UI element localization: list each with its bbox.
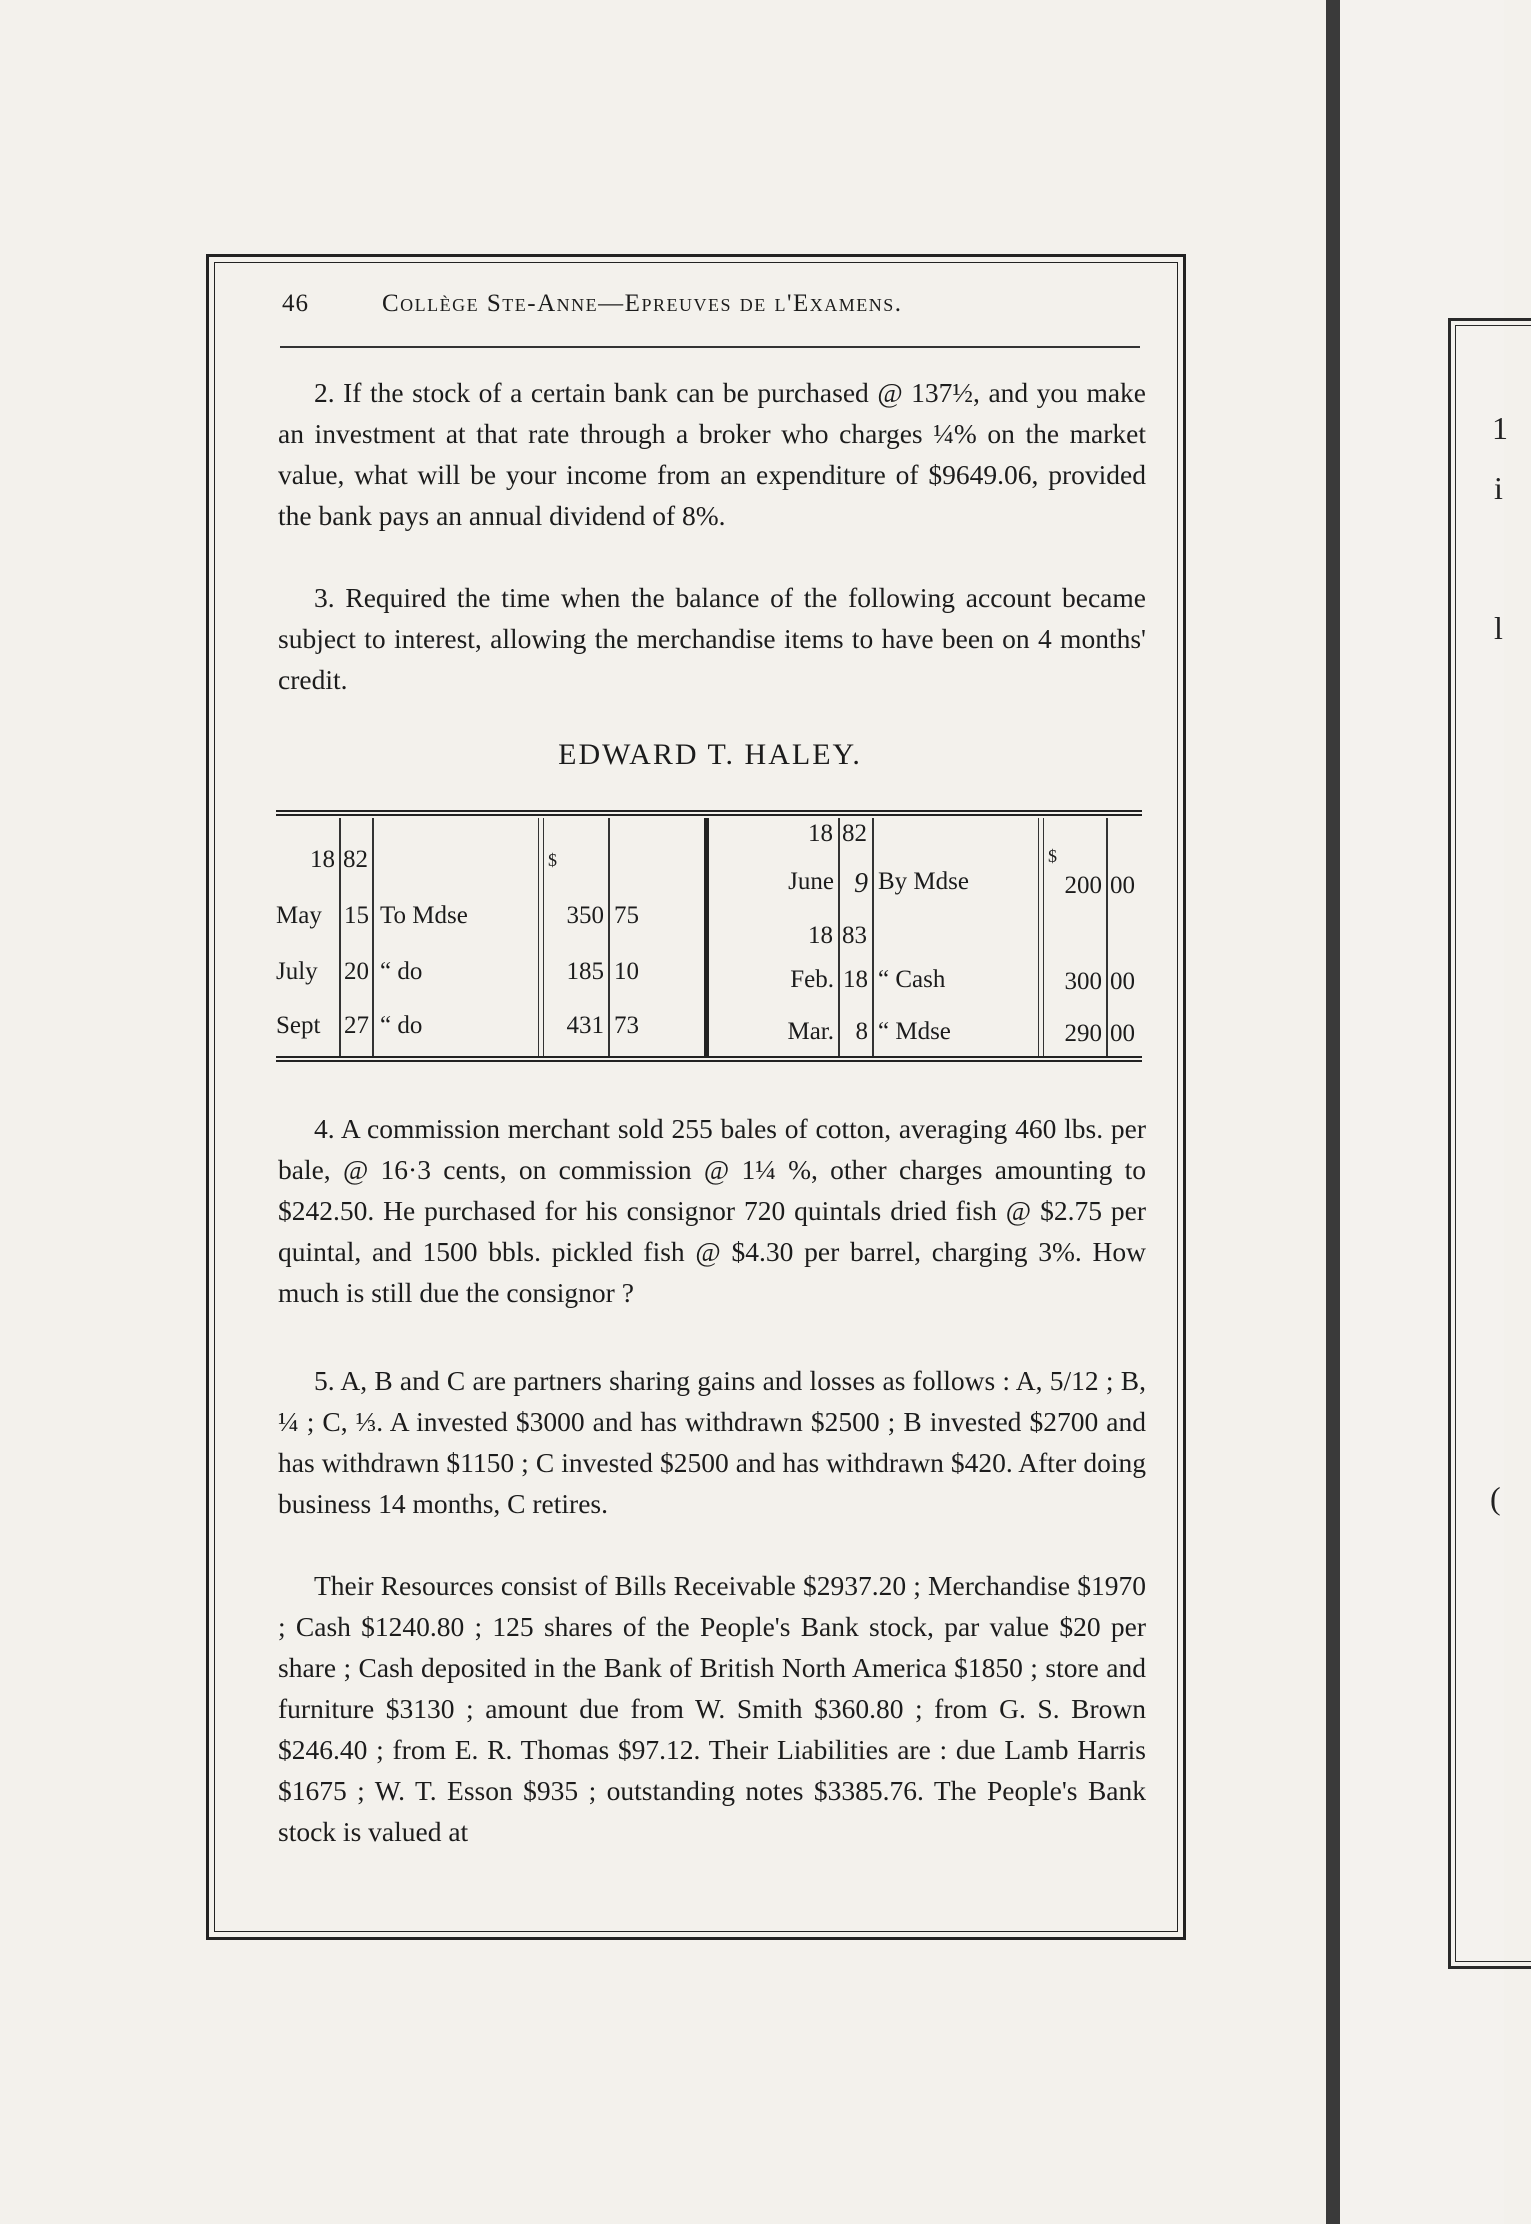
ledger-item: “ Mdse [878, 1018, 951, 1045]
ledger-currency: $ [548, 850, 557, 870]
ledger-day: 9 [854, 868, 868, 899]
ledger-rule [372, 818, 374, 1056]
ledger-dollars: 350 [566, 902, 604, 929]
ledger-cents: 75 [614, 902, 639, 929]
ledger-cents: 10 [614, 958, 639, 985]
ledger-year: 82 [343, 846, 368, 873]
ledger-bottom-rule [276, 1056, 1142, 1062]
ledger-year: 18 [808, 922, 833, 949]
running-title: Collège Ste-Anne—Epreuves de l'Examens. [382, 290, 903, 317]
ledger-month: Sept [276, 1012, 321, 1039]
ledger-dollars: 290 [1064, 1020, 1102, 1047]
ledger-day: 15 [344, 902, 369, 929]
ledger-title: EDWARD T. HALEY. [558, 738, 862, 771]
ledger-month: May [276, 902, 322, 929]
ledger-rule [1106, 818, 1108, 1056]
ledger-account [276, 810, 1142, 1066]
ledger-cents: 73 [614, 1012, 639, 1039]
ledger-month: June [788, 868, 834, 895]
problem-4: 4. A commission merchant sold 255 bales of cotton, averaging 460 lbs. per bale, @ 16·3 cents, on commission @ 1¼ %, other charges amounting to $242.50. He purchased for his consignor 720 quintals dried fish @ $2.75 per quintal, and 1500 bbls. pickled fish @ $4.30 per barrel, charging 3%. How much is still due the consignor ? [278, 1113, 1146, 1308]
facing-page-fragment: i [1494, 470, 1503, 506]
ledger-item: “ do [380, 958, 423, 985]
ledger-cents: 00 [1110, 872, 1135, 899]
ledger-rule [538, 818, 544, 1056]
ledger-year: 18 [808, 820, 833, 847]
facing-page-fragment: 1 [1492, 410, 1508, 446]
ledger-day: 8 [855, 1018, 868, 1045]
ledger-center-rule [704, 818, 709, 1056]
running-header [282, 290, 1152, 330]
ledger-day: 20 [344, 958, 369, 985]
ledger-cents: 00 [1110, 1020, 1135, 1047]
ledger-dollars: 200 [1064, 872, 1102, 899]
ledger-item: To Mdse [380, 902, 468, 929]
facing-page-fragment: ( [1490, 1480, 1501, 1516]
facing-page-fragment: l [1494, 610, 1503, 646]
header-rule [280, 346, 1140, 348]
ledger-rule [1038, 818, 1044, 1056]
ledger-cents: 00 [1110, 968, 1135, 995]
ledger-currency: $ [1048, 846, 1057, 866]
problem-5-resources: Their Resources consist of Bills Receivable $2937.20 ; Merchandise $1970 ; Cash $1240.80 ; 125 shares of the People's Bank stock, par value $20 per share ; Cash deposited in the Bank of British North America $1850 ; store and furniture $3130 ; amount due from W. Smith $360.80 ; from G. S. Brown $246.40 ; from E. R. Thomas $97.12. Their Liabilities are : due Lamb Harris $1675 ; W. T. Esson $935 ; outstanding notes $3385.76. The People's Bank stock is valued at [278, 1570, 1146, 1847]
problem-5: 5. A, B and C are partners sharing gains and losses as follows : A, 5/12 ; B, ¼ ; C, ⅓. A invested $3000 and has withdrawn $2500 ; B invested $2700 and has withdrawn $1150 ; C invested $2500 and has withdrawn $420. After doing business 14 months, C retires. [278, 1365, 1146, 1519]
ledger-dollars: 185 [566, 958, 604, 985]
ledger-dollars: 431 [566, 1012, 604, 1039]
ledger-month: July [276, 958, 318, 985]
ledger-top-rule [276, 810, 1142, 816]
ledger-day: 27 [344, 1012, 369, 1039]
ledger-item: “ Cash [878, 966, 946, 993]
ledger-month: Mar. [787, 1018, 834, 1045]
ledger-month: Feb. [790, 966, 834, 993]
ledger-year: 18 [310, 846, 335, 873]
ledger-item: “ do [380, 1012, 423, 1039]
ledger-rule [339, 818, 341, 1056]
ledger-day: 18 [843, 966, 868, 993]
ledger-rule [872, 818, 874, 1056]
page-number: 46 [282, 290, 309, 317]
problem-2: 2. If the stock of a certain bank can be purchased @ 137½, and you make an investment at that rate through a broker who charges ¼% on the market value, what will be your income from an expenditure of $9649.06, provided the bank pays an annual dividend of 8%. [278, 377, 1146, 531]
ledger-year: 82 [842, 820, 867, 847]
facing-page-frame [1448, 318, 1531, 1969]
problem-3: 3. Required the time when the balance of the following account became subject to interest, allowing the merchandise items to have been on 4 months' credit. [278, 582, 1146, 695]
ledger-year: 83 [842, 922, 867, 949]
page-gutter [1326, 0, 1340, 2224]
ledger-item: By Mdse [878, 868, 969, 895]
ledger-rule [608, 818, 610, 1056]
ledger-dollars: 300 [1064, 968, 1102, 995]
